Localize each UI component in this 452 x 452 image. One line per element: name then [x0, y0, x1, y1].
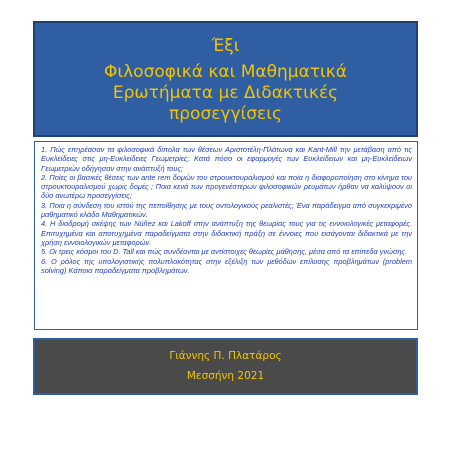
title-line-2: Φιλοσοφικά και Μαθηματικά	[103, 62, 348, 82]
place-date: Μεσσήνη 2021	[186, 370, 265, 382]
title-line-4: προσεγγίσεις	[169, 104, 282, 124]
author-name: Γιάννης Π. Πλατάρος	[169, 350, 282, 362]
title-line-3: Ερωτήματα με Διδακτικές	[112, 83, 339, 103]
author-panel	[33, 338, 418, 395]
question-2: 2. Ποίες οι βασικές θέσεις των ante rem δομών του στρουκτουραλισμού και ποία η διαφοροποίηση στο κίνημα του στρουκτουραλισμού χωρίς δομές ; Ποια κενά των προγενέστερων φιλοσοφικών ρευμάτων ήρθαν να καλύψουν οι δύο ανωτέρω προσεγγίσεις;	[41, 172, 412, 201]
title-panel	[33, 21, 418, 137]
title-line-1: Έξι	[211, 36, 240, 56]
question-1: 1. Πώς επηρέασαν τα φιλοσοφικά δίπολα των θέσεων Αριστοτέλη-Πλάτωνα και Kant-Mill την μετάβαση από τις Ευκλείδειες στις μη-Ευκλείδειες Γεωμετρίες; Κατά πόσο οι εφαρμογές των Ευκλείδειων και μη-Ευκλείδειων Γεωμετριών οδήγησαν στην ανάπτυξή τους;	[41, 145, 412, 173]
question-5: 5. Οι τρεις κόσμοι του D. Tall και πώς συνδέονται με αντίστοιχες θεωρίες μάθησης, μέσα από τα επίπεδα γνώσης.	[41, 247, 408, 257]
questions-panel	[34, 141, 418, 330]
question-4: 4. Η διαδρομή σκέψης των Νúñez και Lakoff στην ανάπτυξη της θεωρίας τους για τις εννοιολογικές μεταφορές. Επιτυχημένα και αποτυχημένα παραδείγματα στην διδακτική πράξη σε έννοιες που εισάγονται διδακτικά με την χρήση εννοιολογικών μεταφορών.	[41, 219, 412, 247]
question-3: 3. Ποια η σύνδεση του ιστού της πεποίθησης με τους οντολογικούς ρεαλιστές; Ένα παράδειγμα από συγκεκριμένο μαθηματικό κλάδο Μαθηματικών.	[41, 200, 412, 220]
question-6: 6. Ο ρόλος της υπολογιστικής πολυπλοκότητας στην εξέλιξη των μεθόδων επίλυσης προβλημάτων (problem solving) Κάποια παραδείγματα προβλημάτων.	[41, 256, 412, 275]
